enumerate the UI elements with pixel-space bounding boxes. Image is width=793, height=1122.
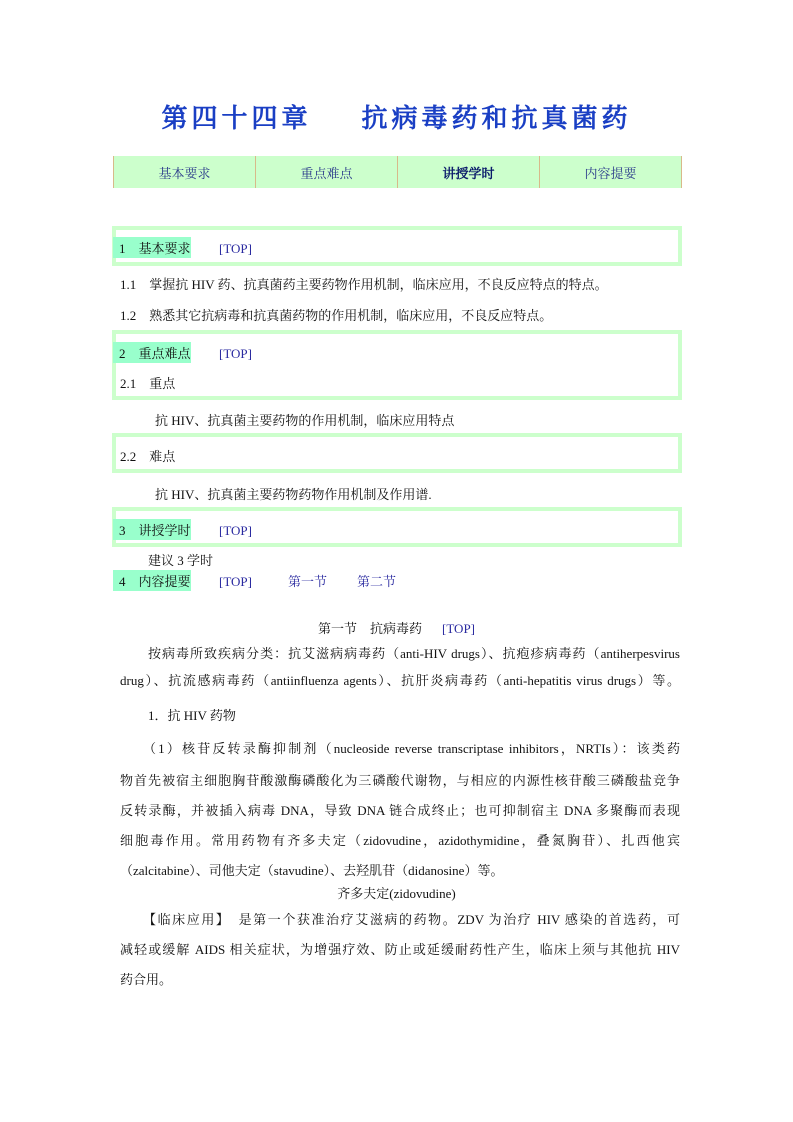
paragraph-line: drug）、抗流感病毒药（antiinfluenza agents）、抗肝炎病毒药（anti-hepatitis virus drugs）等。 <box>120 673 680 688</box>
difficulty-text: 抗 HIV、抗真菌主要药物药物作用机制及作用谱. <box>155 487 432 502</box>
section-title <box>0 618 793 637</box>
chapter-title <box>0 98 793 135</box>
chapter-number: 第四十四章 <box>161 104 312 134</box>
section-2-link[interactable]: 第二节 <box>357 574 397 589</box>
section-heading-4 <box>113 570 396 591</box>
paragraph-line: 减轻或缓解 AIDS 相关症状，为增强疗效、防止或延缓耐药性产生，临床上须与其他抗 HIV <box>120 942 680 957</box>
top-link[interactable]: [TOP] <box>219 241 252 256</box>
drug-title: 齐多夫定(zidovudine) <box>337 886 456 901</box>
paragraph-line: 物首先被宿主细胞胸苷酸激酶磷酸化为三磷酸代谢物，与相应的内源性核苷酸三磷酸盐竞争 <box>120 773 680 788</box>
paragraph-line: （zalcitabine）、司他夫定（stavudine）、去羟肌苷（didanosine）等。 <box>120 863 504 878</box>
nav-basic-requirements[interactable]: 基本要求 <box>114 156 256 188</box>
heading-label: 2 重点难点 <box>113 342 191 363</box>
nav-table <box>113 156 682 188</box>
top-link[interactable]: [TOP] <box>219 346 252 361</box>
section-heading-3 <box>113 519 252 540</box>
top-link[interactable]: [TOP] <box>219 523 252 538</box>
paragraph-line: 按病毒所致疾病分类：抗艾滋病病毒药（anti-HIV drugs）、抗疱疹病毒药（antiherpesvirus <box>148 646 680 661</box>
top-link[interactable]: [TOP] <box>219 574 252 589</box>
heading-label: 4 内容提要 <box>113 570 191 591</box>
subsection-heading: 1．抗 HIV 药物 <box>148 708 236 723</box>
section-1-link[interactable]: 第一节 <box>287 574 327 589</box>
section-heading-1 <box>113 237 252 258</box>
hours-text: 建议 3 学时 <box>148 553 214 568</box>
paragraph-line: 【临床应用】 是第一个获准治疗艾滋病的药物。ZDV 为治疗 HIV 感染的首选药，可 <box>143 912 680 927</box>
requirement-item: 1.2 熟悉其它抗病毒和抗真菌药物的作用机制，临床应用，不良反应特点。 <box>120 308 553 323</box>
nav-key-points[interactable]: 重点难点 <box>256 156 398 188</box>
section-box-2-2 <box>112 433 682 473</box>
paragraph-line: 细胞毒作用。常用药物有齐多夫定（zidovudine，azidothymidine，叠氮胸苷）、扎西他宾 <box>120 833 680 848</box>
nav-teaching-hours[interactable]: 讲授学时 <box>398 156 540 188</box>
nav-content-summary[interactable]: 内容提要 <box>540 156 682 188</box>
paragraph-line: （1）核苷反转录酶抑制剂（nucleoside reverse transcriptase inhibitors，NRTIs）：该类药 <box>143 741 680 756</box>
heading-label: 1 基本要求 <box>113 237 191 258</box>
top-link[interactable]: [TOP] <box>442 621 475 636</box>
key-point-text: 抗 HIV、抗真菌主要药物的作用机制，临床应用特点 <box>155 413 455 428</box>
subheading: 2.2 难点 <box>120 449 176 464</box>
paragraph-line: 药合用。 <box>120 972 173 987</box>
section-title-text: 第一节 抗病毒药 <box>318 621 423 636</box>
chapter-name: 抗病毒药和抗真菌药 <box>361 104 632 134</box>
section-heading-2 <box>113 342 252 363</box>
subheading: 2.1 重点 <box>120 376 176 391</box>
paragraph-line: 反转录酶，并被插入病毒 DNA，导致 DNA 链合成终止；也可抑制宿主 DNA 多聚酶而表现 <box>120 803 680 818</box>
heading-label: 3 讲授学时 <box>113 519 191 540</box>
section-box-2 <box>112 330 682 400</box>
requirement-item: 1.1 掌握抗 HIV 药、抗真菌药主要药物作用机制，临床应用，不良反应特点的特点。 <box>120 277 608 292</box>
